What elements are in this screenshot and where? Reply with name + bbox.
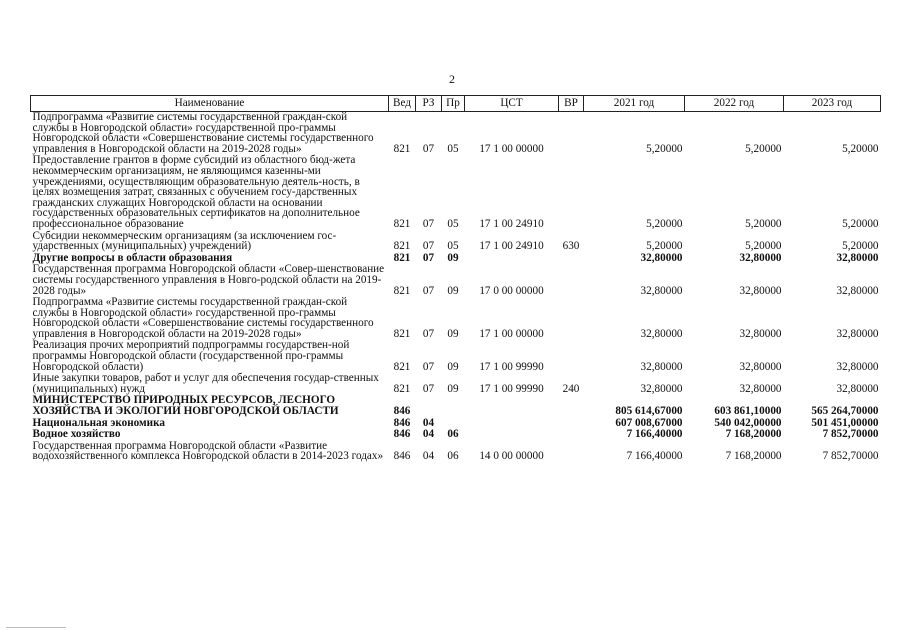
cell-cst bbox=[465, 253, 559, 265]
cell-pr: 09 bbox=[447, 327, 459, 340]
cell-name: МИНИСТЕРСТВО ПРИРОДНЫХ РЕСУРСОВ, ЛЕСНОГО ХОЗЯЙСТВА И ЭКОЛОГИИ НОВГОРОДСКОЙ ОБЛАСТИ bbox=[32, 394, 339, 418]
cell-2021: 32,80000 bbox=[640, 284, 683, 297]
table-row bbox=[31, 441, 881, 463]
cell-2021: 5,20000 bbox=[646, 240, 683, 253]
cell-vr bbox=[559, 340, 584, 373]
cell-name: Подпрограмма «Развитие системы государственной граждан-ской службы в Новгородской области» государственной про-граммы Новгородской области «Совершенствование системы государственного управления в Новгородской области на 2019-2028 годы» bbox=[32, 296, 374, 340]
cell-2021: 805 614,67000 bbox=[615, 405, 683, 418]
cell-name: Государственная программа Новгородской области «Развитие водохозяйственного комплекса Новгородской области в 2014-2023 годах» bbox=[32, 439, 384, 463]
cell-pr: 06 bbox=[447, 428, 459, 441]
cell-2021: 7 166,40000 bbox=[626, 450, 683, 463]
table-row bbox=[31, 340, 881, 373]
cell-rz: 07 bbox=[422, 284, 435, 297]
header-2021: 2021 год bbox=[584, 96, 685, 112]
cell-name: Предоставление грантов в форме субсидий из областного бюд-жета некоммерческим организациям, не являющимся казенны-ми учреждениями, осуществляющим образовательную деятель-ность, в целях возмещения затрат, связанных с обучением госу-дарственных гражданских служащих Новгородской области на основании государственных образовательных сертификатов на дополнительное профессиональное образование bbox=[32, 154, 360, 230]
cell-2022: 32,80000 bbox=[739, 327, 782, 340]
cell-2022: 32,80000 bbox=[739, 284, 782, 297]
header-name: Наименование bbox=[31, 96, 389, 112]
cell-rz: 07 bbox=[422, 142, 435, 155]
cell-pr: 06 bbox=[447, 450, 459, 463]
cell-cst: 17 1 00 99990 bbox=[479, 360, 544, 373]
cell-2023: 32,80000 bbox=[836, 284, 879, 297]
cell-name: Субсидии некоммерческим организациям (за исключением гос-ударственных (муниципальных) учреждений) bbox=[32, 229, 337, 253]
cell-vr bbox=[559, 253, 584, 265]
cell-2021: 5,20000 bbox=[646, 142, 683, 155]
cell-2021: 607 008,67000 bbox=[615, 416, 683, 429]
cell-2023: 7 852,70000 bbox=[822, 428, 879, 441]
cell-2022: 5,20000 bbox=[745, 217, 782, 230]
header-2023: 2023 год bbox=[784, 96, 881, 112]
cell-cst bbox=[465, 395, 559, 417]
cell-vr bbox=[559, 418, 584, 430]
cell-cst bbox=[465, 429, 559, 441]
cell-rz: 07 bbox=[422, 382, 435, 395]
cell-pr: 05 bbox=[447, 142, 459, 155]
cell-2022: 32,80000 bbox=[739, 251, 782, 264]
cell-rz: 07 bbox=[422, 217, 435, 230]
cell-cst: 17 1 00 24910 bbox=[479, 240, 544, 253]
cell-2021: 5,20000 bbox=[646, 217, 683, 230]
cell-2023: 32,80000 bbox=[836, 251, 879, 264]
cell-2022: 7 168,20000 bbox=[725, 450, 782, 463]
header-cst: ЦСТ bbox=[465, 96, 559, 112]
cell-pr: 09 bbox=[447, 360, 459, 373]
cell-2022: 7 168,20000 bbox=[725, 428, 782, 441]
cell-vr bbox=[559, 155, 584, 230]
cell-pr: 09 bbox=[447, 382, 459, 395]
cell-rz: 04 bbox=[422, 416, 435, 429]
cell-2023: 5,20000 bbox=[842, 142, 879, 155]
cell-2022: 32,80000 bbox=[739, 360, 782, 373]
cell-vr bbox=[559, 395, 584, 417]
cell-ved: 821 bbox=[393, 251, 411, 264]
cell-2022: 603 861,10000 bbox=[714, 405, 782, 418]
cell-cst: 17 1 00 00000 bbox=[479, 327, 544, 340]
cell-name: Подпрограмма «Развитие системы государственной граждан-ской службы в Новгородской области» государственной про-граммы Новгородской области «Совершенствование системы государственного управления в Новгородской области на 2019-2028 годы» bbox=[32, 111, 374, 155]
cell-vr bbox=[559, 297, 584, 340]
cell-2023: 5,20000 bbox=[842, 240, 879, 253]
cell-cst: 14 0 00 00000 bbox=[479, 450, 544, 463]
table-row bbox=[31, 395, 881, 417]
cell-2021: 32,80000 bbox=[640, 327, 683, 340]
cell-2022: 5,20000 bbox=[745, 142, 782, 155]
cell-name: Реализация прочих мероприятий подпрограммы государствен-ной программы Новгородской области (государственной про-граммы Новгородской области) bbox=[32, 339, 350, 373]
cell-2023: 501 451,00000 bbox=[811, 416, 879, 429]
cell-name: Государственная программа Новгородской области «Совер-шенствование системы государственного управления в Новго-родской области на 2019-2028 годы» bbox=[32, 263, 385, 297]
cell-pr: 09 bbox=[447, 284, 459, 297]
footer-rule bbox=[6, 627, 66, 628]
cell-2023: 32,80000 bbox=[836, 327, 879, 340]
cell-2021: 32,80000 bbox=[640, 382, 683, 395]
table-row bbox=[31, 155, 881, 230]
cell-2021: 7 166,40000 bbox=[626, 428, 683, 441]
cell-cst bbox=[465, 418, 559, 430]
header-pr: Пр bbox=[442, 96, 465, 112]
table-row bbox=[31, 231, 881, 253]
cell-ved: 821 bbox=[393, 382, 411, 395]
cell-name: Национальная экономика bbox=[32, 416, 165, 429]
cell-ved: 821 bbox=[393, 360, 411, 373]
header-rz: РЗ bbox=[416, 96, 442, 112]
header-vr: ВР bbox=[559, 96, 584, 112]
cell-pr bbox=[442, 395, 465, 417]
cell-pr: 09 bbox=[447, 251, 459, 264]
cell-name: Другие вопросы в области образования bbox=[32, 251, 233, 264]
cell-ved: 846 bbox=[393, 416, 411, 429]
cell-2023: 5,20000 bbox=[842, 217, 879, 230]
cell-ved: 846 bbox=[393, 428, 411, 441]
cell-2023: 565 264,70000 bbox=[811, 405, 879, 418]
header-2022: 2022 год bbox=[685, 96, 784, 112]
cell-rz: 07 bbox=[422, 327, 435, 340]
cell-2022: 540 042,00000 bbox=[714, 416, 782, 429]
cell-ved: 846 bbox=[393, 450, 411, 463]
page-number: 2 bbox=[449, 72, 455, 86]
cell-ved: 821 bbox=[393, 284, 411, 297]
cell-name: Иные закупки товаров, работ и услуг для обеспечения государ-ственных (муниципальных) нужд bbox=[32, 372, 379, 395]
cell-pr: 05 bbox=[447, 217, 459, 230]
cell-rz: 07 bbox=[422, 240, 435, 253]
cell-2023: 32,80000 bbox=[836, 360, 879, 373]
cell-vr: 240 bbox=[562, 382, 580, 395]
cell-rz: 07 bbox=[422, 360, 435, 373]
budget-table bbox=[30, 95, 881, 463]
cell-cst: 17 1 00 00000 bbox=[479, 142, 544, 155]
cell-rz: 04 bbox=[422, 450, 435, 463]
cell-vr bbox=[559, 441, 584, 463]
cell-pr: 05 bbox=[447, 240, 459, 253]
cell-vr bbox=[559, 264, 584, 297]
cell-cst: 17 0 00 00000 bbox=[479, 284, 544, 297]
cell-vr: 630 bbox=[562, 240, 580, 253]
header-ved: Вед bbox=[389, 96, 416, 112]
cell-2022: 32,80000 bbox=[739, 382, 782, 395]
cell-ved: 821 bbox=[393, 142, 411, 155]
cell-ved: 846 bbox=[393, 405, 411, 418]
cell-rz bbox=[416, 395, 442, 417]
cell-vr bbox=[559, 112, 584, 156]
cell-cst: 17 1 00 24910 bbox=[479, 217, 544, 230]
cell-2022: 5,20000 bbox=[745, 240, 782, 253]
cell-ved: 821 bbox=[393, 327, 411, 340]
table-row bbox=[31, 264, 881, 297]
cell-vr bbox=[559, 429, 584, 441]
cell-cst: 17 1 00 99990 bbox=[479, 382, 544, 395]
cell-2023: 7 852,70000 bbox=[822, 450, 879, 463]
table-row bbox=[31, 373, 881, 395]
cell-2021: 32,80000 bbox=[640, 360, 683, 373]
table-row bbox=[31, 112, 881, 156]
table-row bbox=[31, 297, 881, 340]
table-body bbox=[31, 112, 881, 464]
cell-rz: 07 bbox=[422, 251, 435, 264]
cell-2021: 32,80000 bbox=[640, 251, 683, 264]
cell-2023: 32,80000 bbox=[836, 382, 879, 395]
cell-ved: 821 bbox=[393, 240, 411, 253]
cell-ved: 821 bbox=[393, 217, 411, 230]
cell-name: Водное хозяйство bbox=[32, 428, 121, 441]
table-header-row bbox=[31, 96, 881, 112]
cell-rz: 04 bbox=[422, 428, 435, 441]
